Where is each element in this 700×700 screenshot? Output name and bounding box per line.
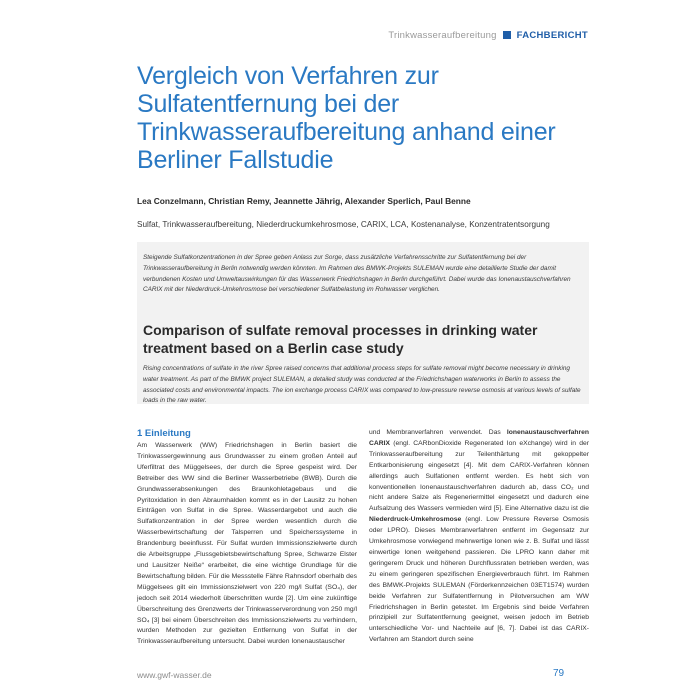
page-number: 79: [553, 668, 565, 679]
article-keywords: Sulfat, Trinkwasseraufbereitung, Niederdruckumkehrosmose, CARIX, LCA, Kostenanalyse, Konzentratentsorgung: [137, 220, 550, 229]
abstract-english: Rising concentrations of sulfate in the river Spree raised concerns that additional process steps for sulfate removal might become necessary in drinking water treatment. As part of the BMWK project SULEMAN, a detailed study was conducted at the Friedrichshagen waterworks in Berlin to assess the associated costs and environmental impacts. The ion exchange process CARIX was compared to low-pressure reverse osmosis at various levels of sulfate loads in the raw water.: [143, 365, 581, 405]
body-text-right-part2: (engl. CARbonDioxide Regenerated Ion eXchange) wird in der Trinkwasseraufbereitung zur Teilenthärtung mit gekoppelter Entkarbonisierung eingesetzt [4]. Mit dem CARIX-Verfahren können allerdings auch Sulfationen entfernt werden. Es hebt sich von konventionellen Ionenaustauschverfahren dadurch ab, dass CO₂ und nicht andere Salze als Regeneriermittel eingesetzt und dadurch eine Aufsalzung des Wassers vermieden wird [5]. Eine Alternative dazu ist die: [369, 439, 589, 513]
body-column-left: [137, 428, 357, 648]
body-text-right-part1: und Membranverfahren verwendet. Das: [369, 429, 507, 436]
body-text-right: [369, 428, 589, 646]
header-square-icon: [503, 31, 511, 39]
header-section: Trinkwasseraufbereitung: [388, 29, 497, 41]
term-lpro: Niederdruck-Umkehrosmose: [369, 516, 462, 524]
article-title: Vergleich von Verfahren zur Sulfatentfernung bei der Trinkwasseraufbereitung anhand einer Berliner Fallstudie: [137, 62, 556, 174]
body-text-right-part3: (engl. Low Pressure Reverse Osmosis oder LPRO). Dieses Membranverfahren entfernt im Gegensatz zur Umkehrosmose vorwiegend mehrwertige Ionen wie z. B. Sulfat und lässt einwertige Ionen weitgehend passieren. Die LPRO kann daher mit geringerem Druck und höheren Durchflussraten betrieben werden, was zu einem geringeren spezifischen Energieverbrauch führt. Im Rahmen des BMWK-Projekts SULEMAN (Förderkennzeichen 03ET1574) wurden beide Verfahren zur Sulfatentfernung in Pilotversuchen am WW Friedrichshagen in Berlin getestet. Im Ergebnis sind beide Verfahren prinzipiell zur Sulfatentfernung geeignet, weisen jedoch im Betrieb unterschiedliche Vor- und Nachteile auf [6, 7]. Dabei ist das CARIX-Verfahren am Standort durch seine: [369, 516, 589, 644]
body-column-right: [369, 428, 589, 646]
footer-url: www.gwf-wasser.de: [137, 670, 212, 680]
term-carix: Ionenaustauschverfahren CARIX: [369, 429, 589, 447]
running-header: [388, 28, 588, 42]
english-title: Comparison of sulfate removal processes in drinking water treatment based on a Berlin case study: [143, 322, 538, 356]
body-text-left: Am Wasserwerk (WW) Friedrichshagen in Berlin basiert die Trinkwassergewinnung aus Grundwasser zu einem großen Anteil auf Uferfiltrat des Müggelsees, der durch die Spree gespeist wird. Der Betreiber des WW sind die Berliner Wasserbetriebe (BWB). Durch die Grundwasserabsenkungen des Braunkohletagebaus und die Pyritoxidation in den Abraumhalden kommt es in der Lausitz zu hohen Einträgen von Sulfat in die Spree. Wasserdargebot und auch die Sulfatkonzentration in der Spree werden wesentlich durch die Wasserbewirtschaftung der Talsperren und Speicherssysteme in Brandenburg beeinflusst. Für Sulfat wurden Immissionszielwerte durch die Arbeitsgruppe „Flussgebietsbewirtschaftung Spree, Schwarze Elster und Lausitzer Neiße“ erarbeitet, die eine wichtige Grundlage für die Bewirtschaftung bilden. Für die Messstelle Fähre Rahnsdorf oberhalb des Müggelsees gilt ein Immissionszielwert von 220 mg/l Sulfat (SO₄), der jedoch seit 2014 wiederholt überschritten wurde [2]. Um eine zukünftige Überschreitung des Grenzwerts der Trinkwasserverordnung von 250 mg/l SO₄ [3] bei einem Überschreiten des Immissionszielwerts zu verhindern, wurden Methoden zur gezielten Entfernung von Sulfat in der Trinkwasseraufbereitung untersucht. Dabei wurden Ionenaustauscher: [137, 442, 357, 646]
abstract-german: Steigende Sulfatkonzentrationen in der Spree geben Anlass zur Sorge, dass zusätzliche Verfahrensschritte zur Sulfatentfernung bei der Trinkwasseraufbereitung in Berlin notwendig werden könnten. Im Rahmen des BMWK-Projekts SULEMAN wurde eine detaillierte Studie der damit verbundenen Kosten und Umweltauswirkungen für das Wasserwerk Friedrichshagen in Berlin durchgeführt. Dabei wurde das Ionenaustauschverfahren CARIX mit der Niederdruck-Umkehrosmose bei verschiedener Sulfatbelastung im Rohwasser verglichen.: [143, 254, 571, 294]
header-label: FACHBERICHT: [516, 29, 588, 41]
section-heading: 1 Einleitung: [137, 428, 191, 439]
article-authors: Lea Conzelmann, Christian Remy, Jeannette Jährig, Alexander Sperlich, Paul Benne: [137, 196, 471, 206]
